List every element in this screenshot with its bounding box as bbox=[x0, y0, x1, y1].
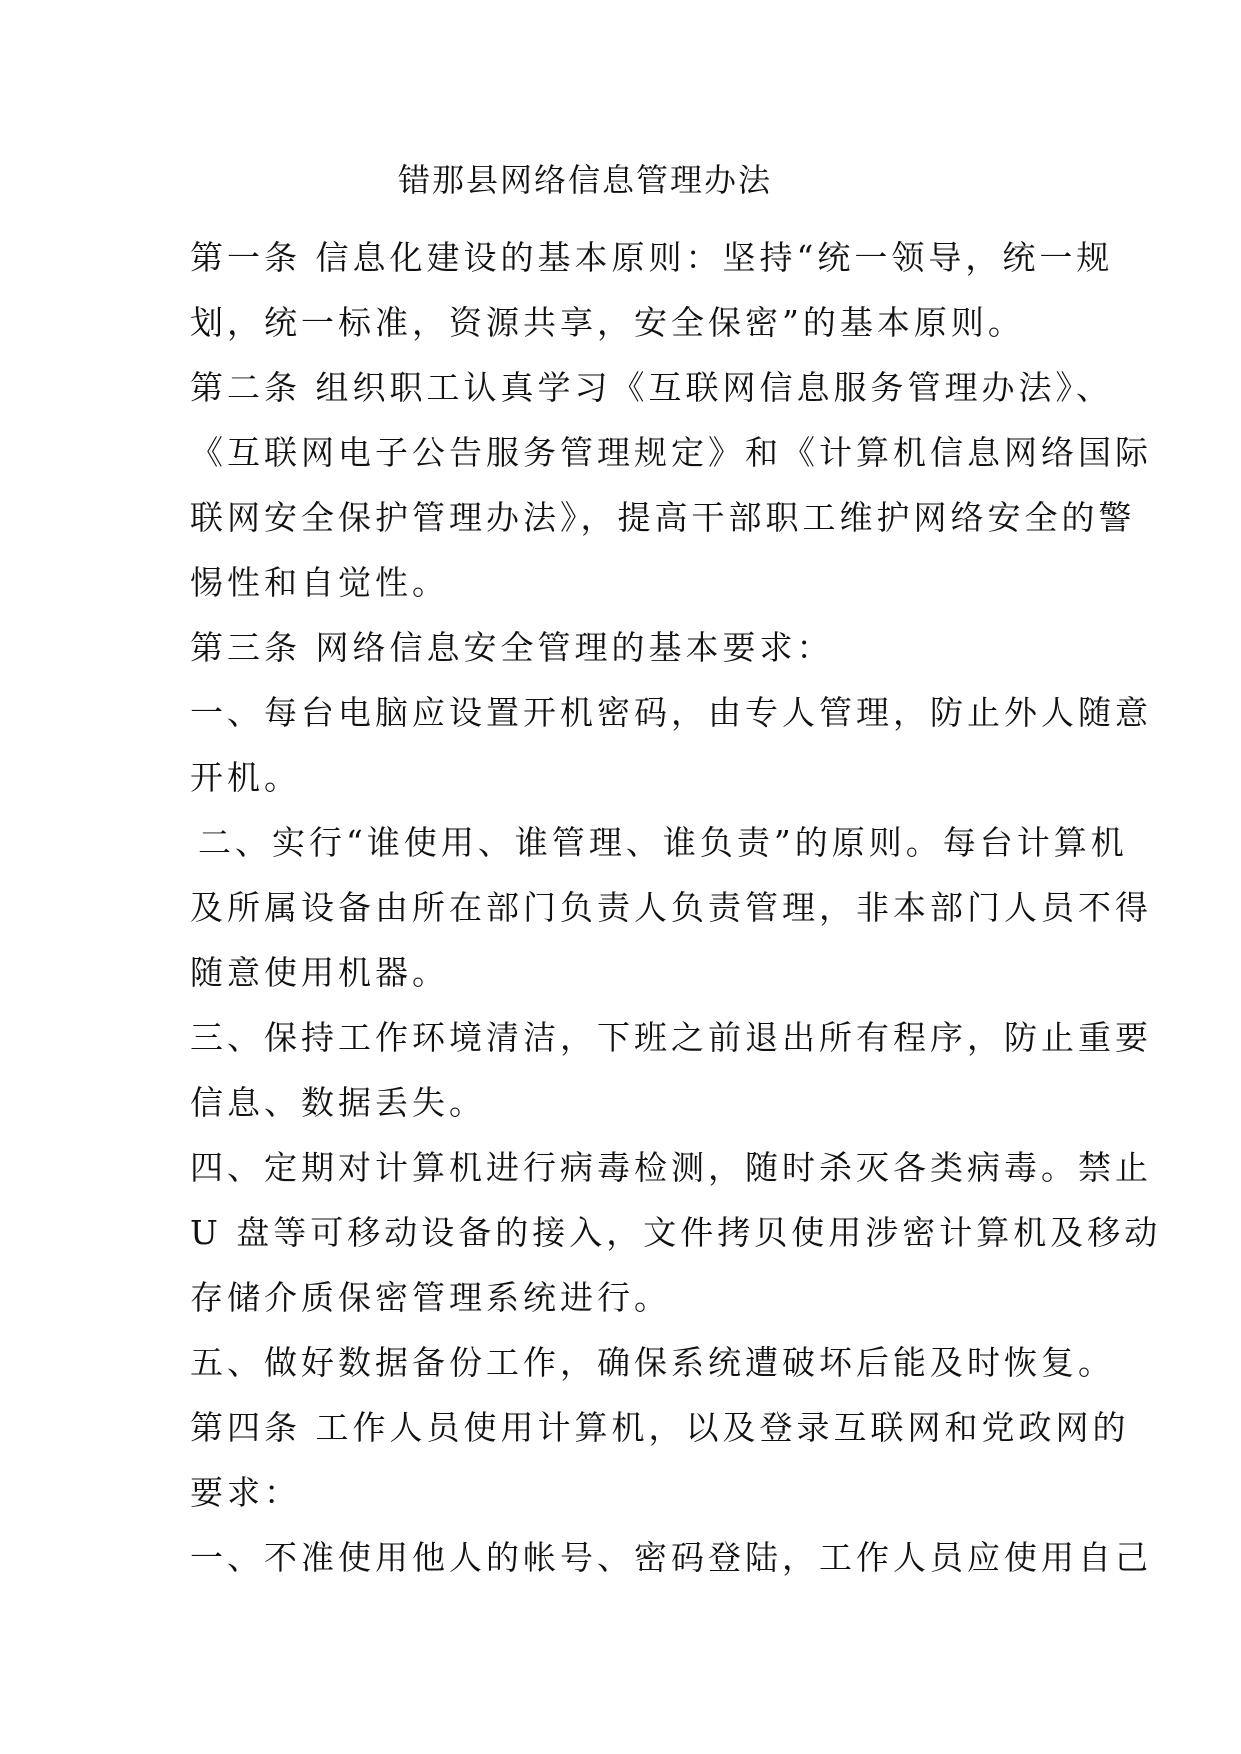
text-line: 四、定期对计算机进行病毒检测，随时杀灭各类病毒。禁止 bbox=[190, 1148, 1152, 1187]
document-body bbox=[190, 225, 1162, 1590]
text-line: U 盘等可移动设备的接入，文件拷贝使用涉密计算机及移动 bbox=[190, 1213, 1162, 1252]
text-line: 第二条 组织职工认真学习《互联网信息服务管理办法》、 bbox=[190, 368, 1113, 407]
text-line: 开机。 bbox=[190, 758, 301, 797]
text-line: 第三条 网络信息安全管理的基本要求： bbox=[190, 628, 834, 667]
text-line: 惕性和自觉性。 bbox=[190, 563, 449, 602]
text-line: 三、保持工作环境清洁，下班之前退出所有程序，防止重要 bbox=[190, 1018, 1152, 1057]
text-line: 一、不准使用他人的帐号、密码登陆，工作人员应使用自己 bbox=[190, 1538, 1152, 1577]
text-line: 五、做好数据备份工作，确保系统遭破坏后能及时恢复。 bbox=[190, 1343, 1115, 1382]
text-line: 划，统一标准，资源共享，安全保密”的基本原则。 bbox=[190, 303, 1025, 342]
document-title: 错那县网络信息管理办法 bbox=[397, 161, 772, 199]
text-line: 随意使用机器。 bbox=[190, 953, 449, 992]
text-line: 第四条 工作人员使用计算机，以及登录互联网和党政网的 bbox=[190, 1408, 1130, 1447]
text-line: 二、实行“谁使用、谁管理、谁负责”的原则。每台计算机 bbox=[198, 823, 1128, 862]
text-line: 联网安全保护管理办法》，提高干部职工维护网络安全的警 bbox=[190, 498, 1136, 537]
text-line: 一、每台电脑应设置开机密码，由专人管理，防止外人随意 bbox=[190, 693, 1152, 732]
text-line: 第一条 信息化建设的基本原则：坚持“统一领导，统一规 bbox=[190, 238, 1114, 277]
text-line: 及所属设备由所在部门负责人负责管理，非本部门人员不得 bbox=[190, 888, 1152, 927]
text-line: 要求： bbox=[190, 1473, 301, 1512]
text-line: 存储介质保密管理系统进行。 bbox=[190, 1278, 671, 1317]
text-line: 《互联网电子公告服务管理规定》和《计算机信息网络国际 bbox=[190, 433, 1152, 472]
text-line: 信息、数据丢失。 bbox=[190, 1083, 486, 1122]
